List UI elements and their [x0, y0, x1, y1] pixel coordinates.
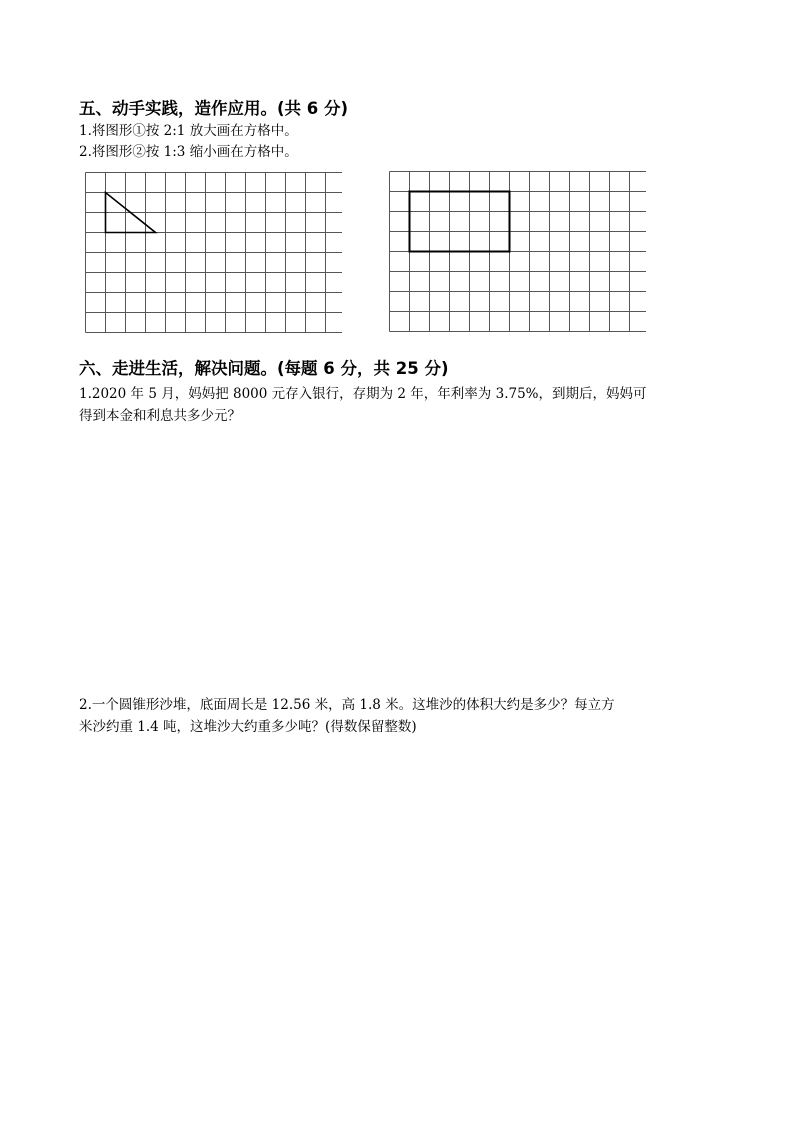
section5-item-1: 1.将图形①按 2:1 放大画在方格中。: [79, 123, 298, 139]
q1-line-2: 得到本金和利息共多少元？: [79, 408, 241, 424]
figure-2-rectangle: [410, 192, 510, 252]
grid-left: [84, 170, 342, 338]
grid-right: [388, 169, 646, 337]
section5-title: 五、动手实践，造作应用。(共 6 分): [79, 99, 349, 118]
q1-line-1: 1.2020 年 5 月，妈妈把 8000 元存入银行，存期为 2 年，年利率为 3.75%，到期后，妈妈可: [79, 386, 647, 402]
section5-item-2: 2.将图形②按 1:3 缩小画在方格中。: [79, 144, 298, 160]
q2-line-2: 米沙约重 1.4 吨，这堆沙大约重多少吨？(得数保留整数): [79, 719, 417, 735]
section6-title: 六、走进生活，解决问题。(每题 6 分，共 25 分): [79, 359, 449, 378]
q2-line-1: 2.一个圆锥形沙堆，底面周长是 12.56 米，高 1.8 米。这堆沙的体积大约是多少？每立方: [79, 697, 615, 713]
